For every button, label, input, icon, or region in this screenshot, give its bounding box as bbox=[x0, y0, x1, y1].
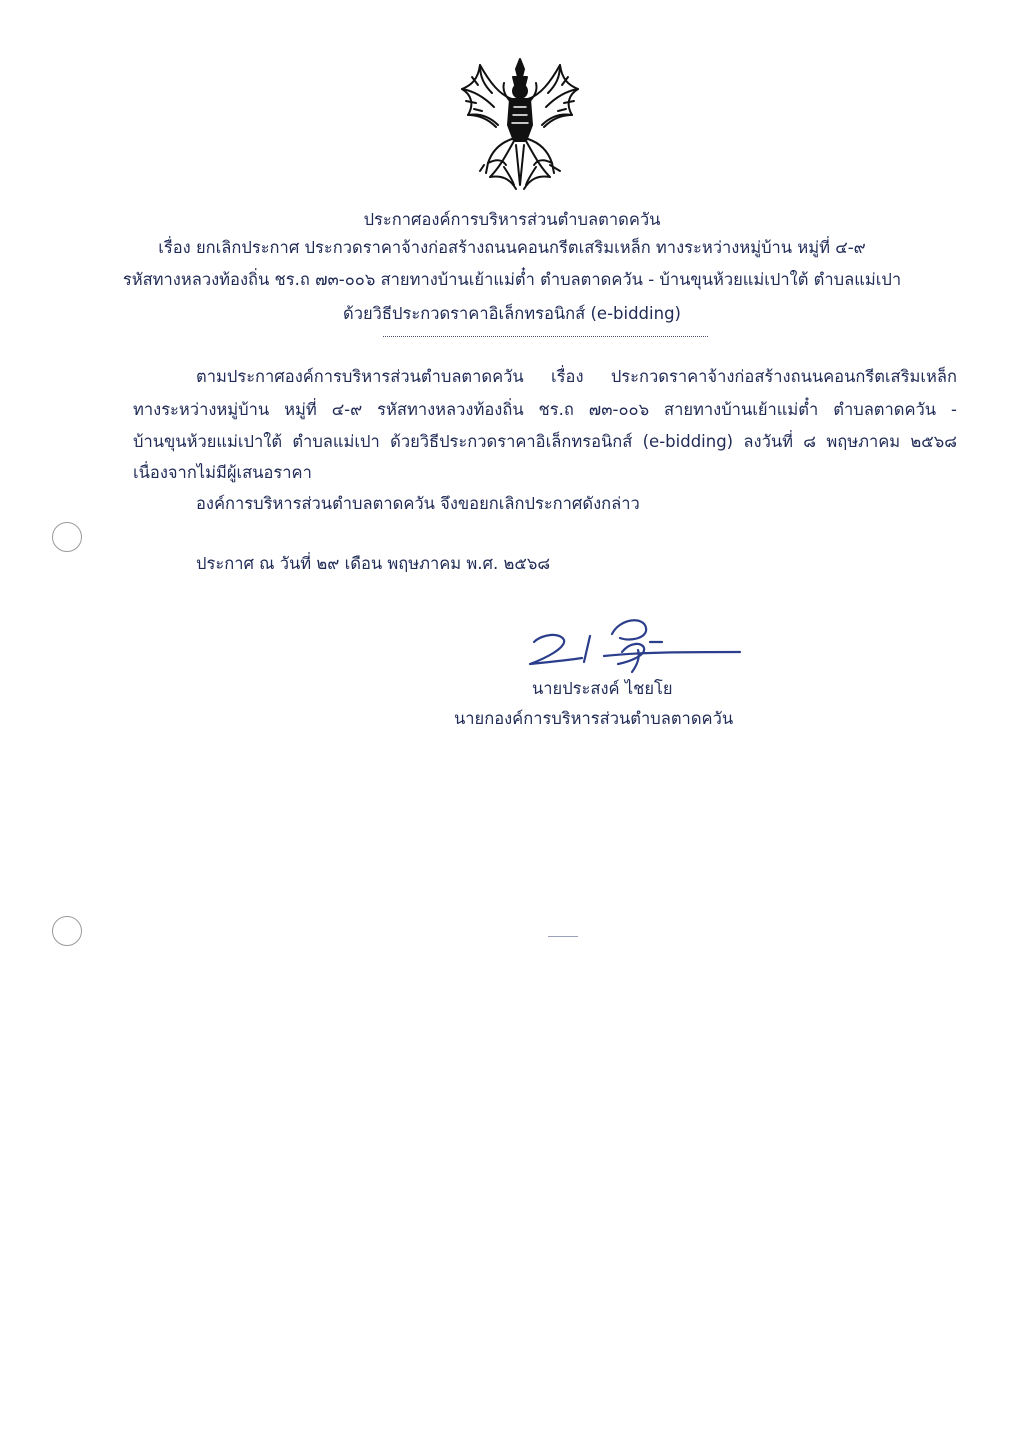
garuda-emblem-icon bbox=[450, 55, 590, 195]
body-paragraph-1-line-2: ทางระหว่างหมู่บ้าน หมู่ที่ ๔-๙ รหัสทางหลวงท้องถิ่น ชร.ถ ๗๓-๐๐๖ สายทางบ้านเย้าแม่ต๋ำ ตำบลตาดควัน - bbox=[133, 400, 957, 419]
subject-line-1: เรื่อง ยกเลิกประกาศ ประกวดราคาจ้างก่อสร้างถนนคอนกรีตเสริมเหล็ก ทางระหว่างหมู่บ้าน หมู่ที่ ๔-๙ bbox=[158, 238, 866, 257]
punch-hole-top bbox=[52, 522, 82, 552]
announcement-date: ประกาศ ณ วันที่ ๒๙ เดือน พฤษภาคม พ.ศ. ๒๕๖๘ bbox=[196, 554, 551, 573]
body-paragraph-1-line-1: ตามประกาศองค์การบริหารส่วนตำบลตาดควัน เรื่อง ประกวดราคาจ้างก่อสร้างถนนคอนกรีตเสริมเหล็ก bbox=[196, 367, 957, 386]
announcement-title: ประกาศองค์การบริหารส่วนตำบลตาดควัน bbox=[363, 210, 661, 229]
handwritten-signature-icon bbox=[520, 612, 745, 674]
subject-line-3: ด้วยวิธีประกวดราคาอิเล็กทรอนิกส์ (e-bidding) bbox=[343, 304, 681, 323]
signatory-name: นายประสงค์ ไชยโย bbox=[532, 679, 673, 698]
body-paragraph-2: องค์การบริหารส่วนตำบลตาดควัน จึงขอยกเลิกประกาศดังกล่าว bbox=[196, 494, 640, 513]
body-paragraph-1-line-4: เนื่องจากไม่มีผู้เสนอราคา bbox=[133, 463, 312, 482]
scan-speck bbox=[548, 936, 578, 937]
signatory-position: นายกองค์การบริหารส่วนตำบลตาดควัน bbox=[454, 709, 734, 728]
body-paragraph-1-line-3: บ้านขุนห้วยแม่เปาใต้ ตำบลแม่เปา ด้วยวิธีประกวดราคาอิเล็กทรอนิกส์ (e-bidding) ลงวันที่ ๘ พฤษภาคม ๒๕๖๘ bbox=[133, 432, 957, 451]
subject-line-2: รหัสทางหลวงท้องถิ่น ชร.ถ ๗๓-๐๐๖ สายทางบ้านเย้าแม่ต๋ำ ตำบลตาดควัน - บ้านขุนห้วยแม่เปาใต้ ตำบลแม่เปา bbox=[122, 270, 902, 289]
dotted-separator bbox=[383, 336, 708, 337]
punch-hole-bottom bbox=[52, 916, 82, 946]
